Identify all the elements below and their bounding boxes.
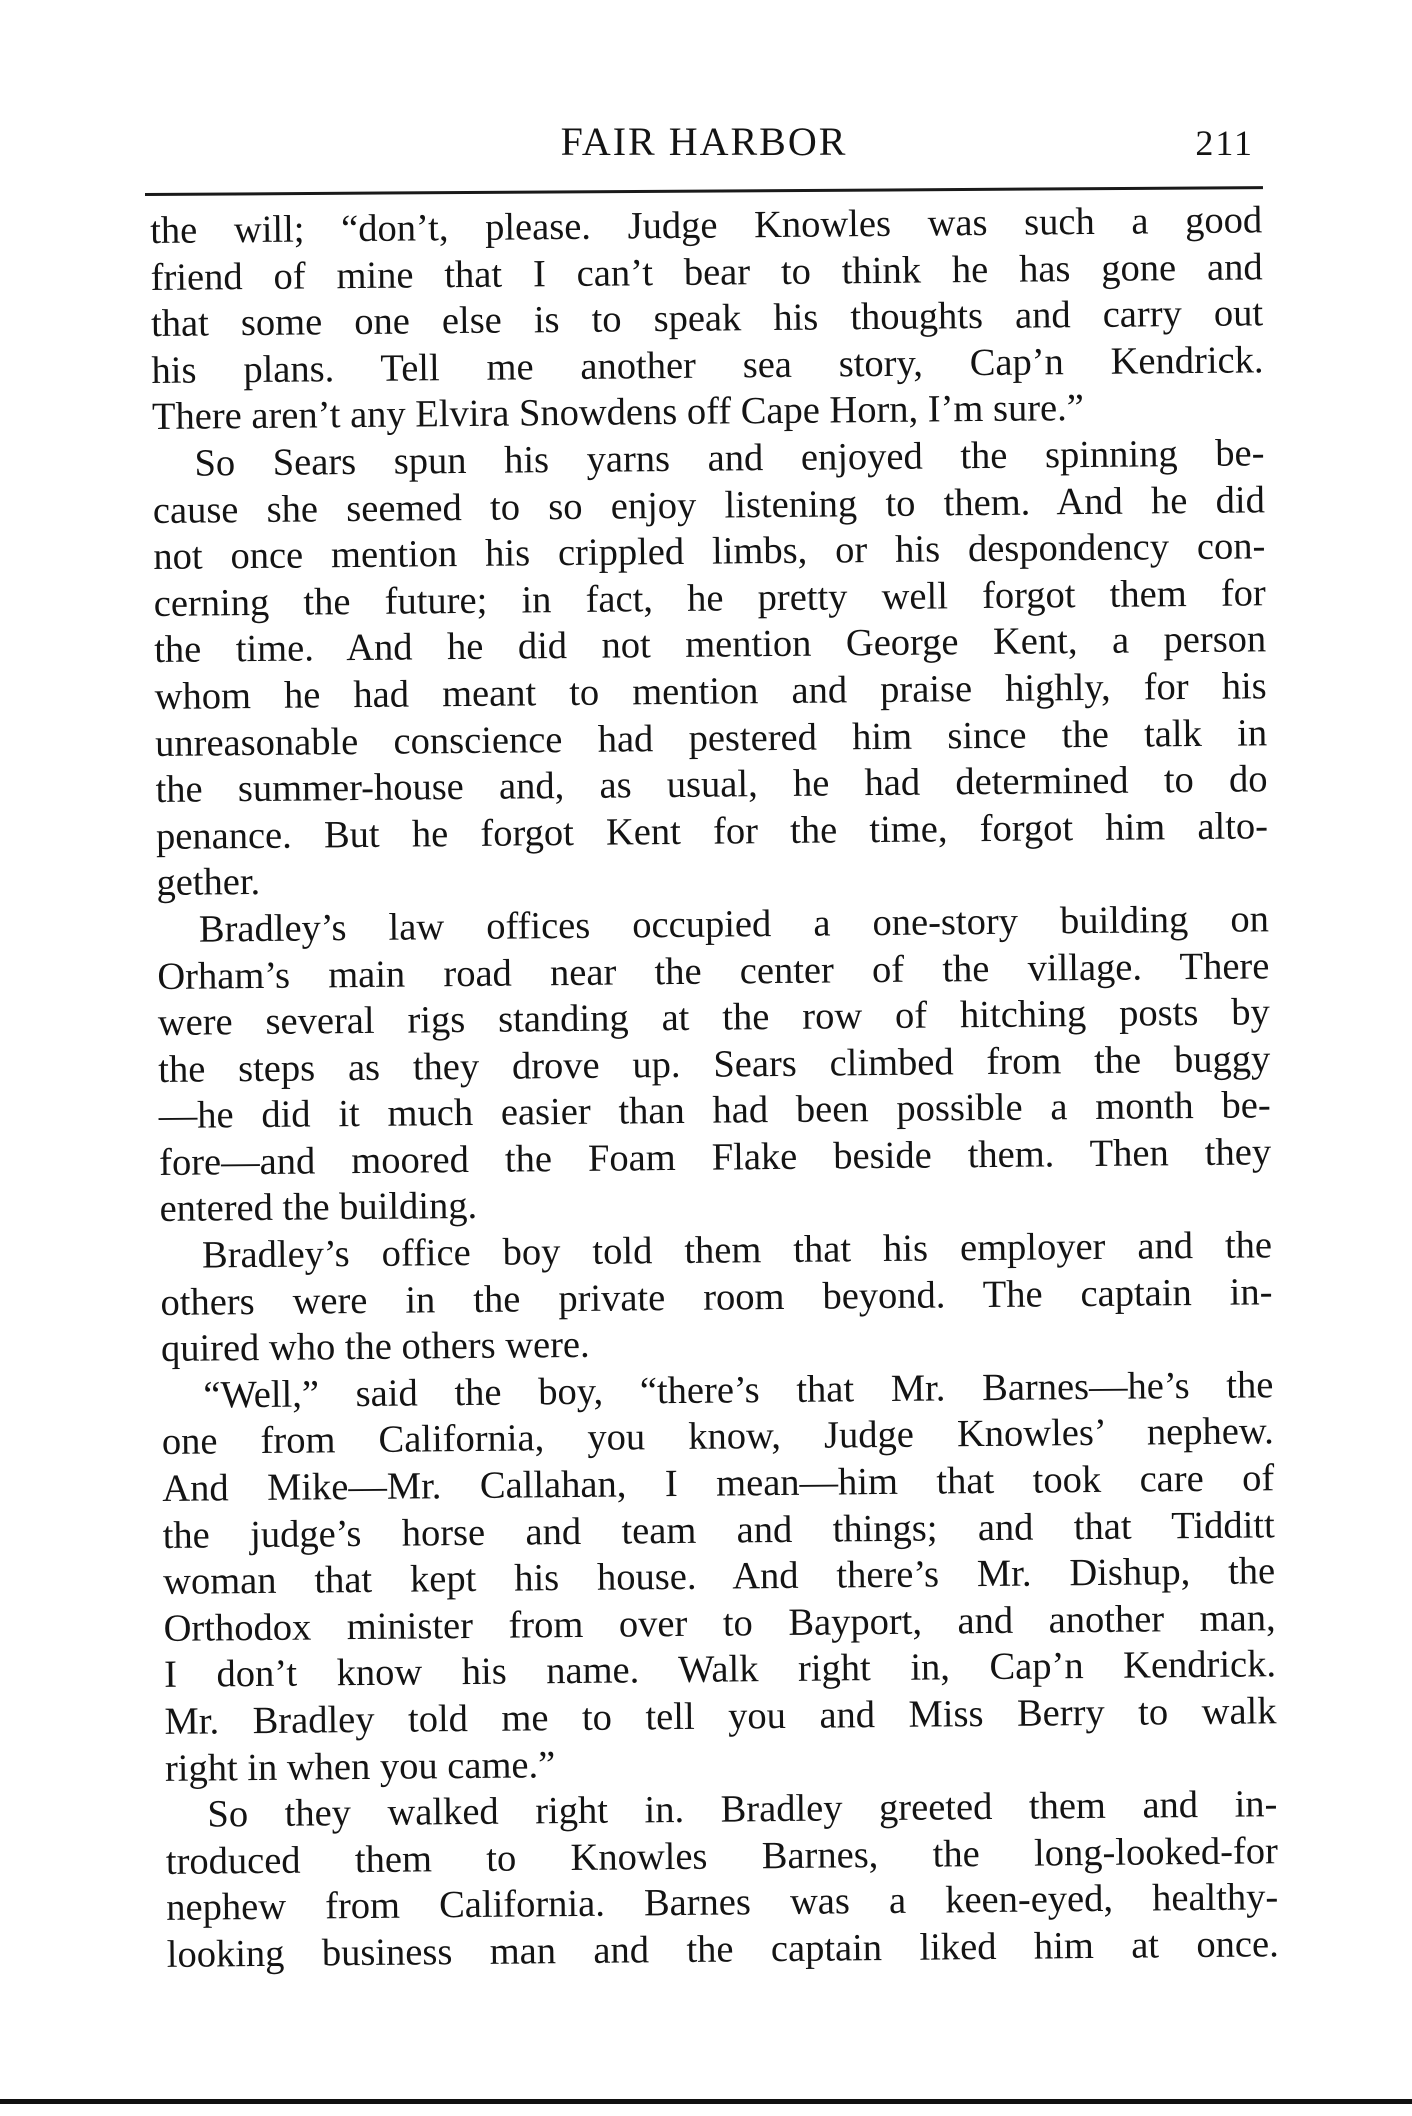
text-line: Orthodox minister from over to Bayport, and another man, <box>163 1597 1276 1650</box>
text-line: troduced them to Knowles Barnes, the long-looked-for <box>165 1830 1279 1883</box>
text-line: fore—and moored the Foam Flake beside them. Then they <box>158 1131 1272 1184</box>
text-line: quired who the others were. <box>160 1324 590 1371</box>
text-line: I don’t know his name. Walk right in, Cap’n Kendrick. <box>163 1643 1277 1697</box>
text-line: nephew from California. Barnes was a keen-eyed, healthy- <box>166 1876 1279 1930</box>
text-line: Bradley’s law offices occupied a one-story building on <box>198 898 1270 951</box>
text-line: And Mike—Mr. Callahan, I mean—him that took care of <box>162 1457 1275 1510</box>
bottom-edge-rule <box>0 2099 1412 2104</box>
text-line: the steps as they drove up. Sears climbed from the buggy <box>158 1037 1271 1091</box>
text-line: Mr. Bradley told me to tell you and Miss Berry to walk <box>164 1690 1277 1743</box>
text-line: the time. And he did not mention George Kent, a person <box>154 618 1267 672</box>
body-text <box>150 197 1279 1978</box>
text-line: his plans. Tell me another sea story, Cap’n Kendrick. <box>151 339 1264 392</box>
text-line: others were in the private room beyond. The captain in- <box>160 1270 1273 1324</box>
text-line: the summer-house and, as usual, he had determined to do <box>155 758 1268 812</box>
text-line: unreasonable conscience had pestered him since the talk in <box>154 711 1268 765</box>
text-line: looking business man and the captain liked him at once. <box>166 1923 1279 1976</box>
text-line: right in when you came.” <box>164 1743 556 1790</box>
text-line: “Well,” said the boy, “there’s that Mr. Barnes—he’s the <box>203 1364 1274 1417</box>
text-line: Bradley’s office boy told them that his employer and the <box>201 1224 1273 1277</box>
text-line: woman that kept his house. And there’s Mr. Dishup, the <box>162 1550 1276 1604</box>
text-line: So they walked right in. Bradley greeted them and in- <box>207 1783 1278 1836</box>
text-line: friend of mine that I can’t bear to think he has gone and <box>150 245 1263 299</box>
text-line: one from California, you know, Judge Knowles’ nephew. <box>161 1410 1274 1464</box>
running-header <box>148 118 1260 178</box>
text-line: whom he had meant to mention and praise highly, for his <box>154 665 1267 718</box>
text-line: the will; “don’t, please. Judge Knowles was such a good <box>150 199 1263 252</box>
text-line: cerning the future; in fact, he pretty well forgot them for <box>153 572 1266 625</box>
text-line: the judge’s horse and team and things; and that Tidditt <box>162 1503 1275 1557</box>
running-title: FAIR HARBOR <box>560 119 848 164</box>
header-rule <box>145 186 1263 196</box>
text-line: cause she seemed to so enjoy listening to them. And he did <box>152 478 1266 532</box>
text-line: gether. <box>156 861 261 905</box>
text-line: So Sears spun his yarns and enjoyed the spinning be- <box>194 432 1265 485</box>
page-number: 211 <box>1195 123 1254 163</box>
text-line: not once mention his crippled limbs, or his despondency con- <box>153 525 1266 579</box>
text-line: penance. But he forgot Kent for the time, forgot him alto- <box>155 805 1269 858</box>
text-line: entered the building. <box>159 1185 478 1231</box>
text-line: that some one else is to speak his thoughts and carry out <box>150 292 1264 346</box>
text-line: Orham’s main road near the center of the village. There <box>157 944 1270 998</box>
text-line: —he did it much easier than had been possible a month be- <box>158 1084 1271 1138</box>
text-line: There aren’t any Elvira Snowdens off Cape Horn, I’m sure.” <box>151 387 1085 439</box>
text-line: were several rigs standing at the row of hitching posts by <box>157 991 1270 1045</box>
